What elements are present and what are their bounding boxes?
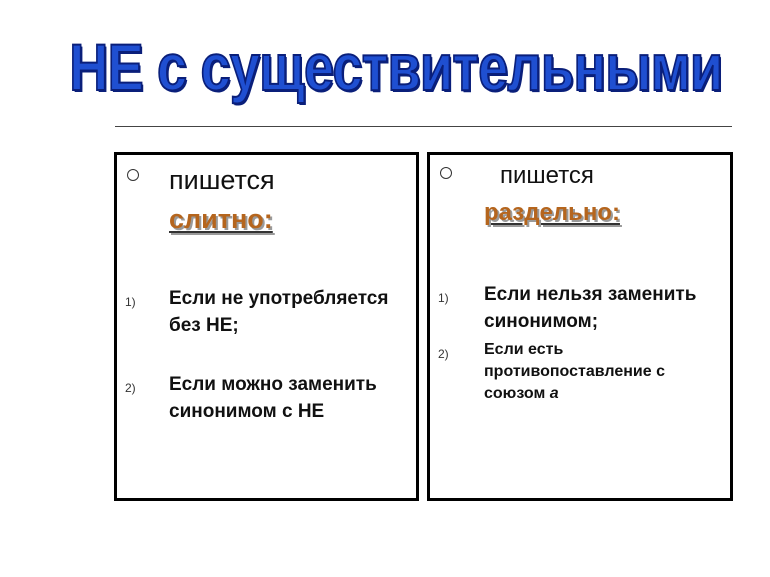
right-item-1-number: 1) [438, 291, 449, 305]
right-item-2 [484, 339, 724, 405]
right-heading: пишется [500, 162, 594, 189]
left-item-2: Если можно заменить синонимом с НЕ [169, 374, 377, 422]
left-item-1-number: 1) [125, 295, 136, 309]
hollow-circle-bullet-icon [440, 167, 452, 179]
left-item-1: Если не употребляется без НЕ; [169, 288, 389, 336]
right-item-2-number: 2) [438, 347, 449, 361]
right-item-1: Если нельзя заменить синонимом; [484, 284, 697, 332]
hollow-circle-bullet-icon [127, 169, 139, 181]
right-accent-label: раздельно: [484, 199, 620, 226]
title-divider [115, 126, 732, 127]
right-rule-box [427, 152, 733, 501]
slide-title: НЕ с существительными [69, 30, 723, 104]
left-accent-label: слитно: [169, 204, 273, 234]
right-item-2-conjunction: а [549, 385, 559, 402]
right-item-2-text: Если есть противопоставление с союзом [484, 341, 665, 402]
left-rule-box [114, 152, 419, 501]
left-heading: пишется [169, 165, 275, 195]
left-item-2-number: 2) [125, 381, 136, 395]
